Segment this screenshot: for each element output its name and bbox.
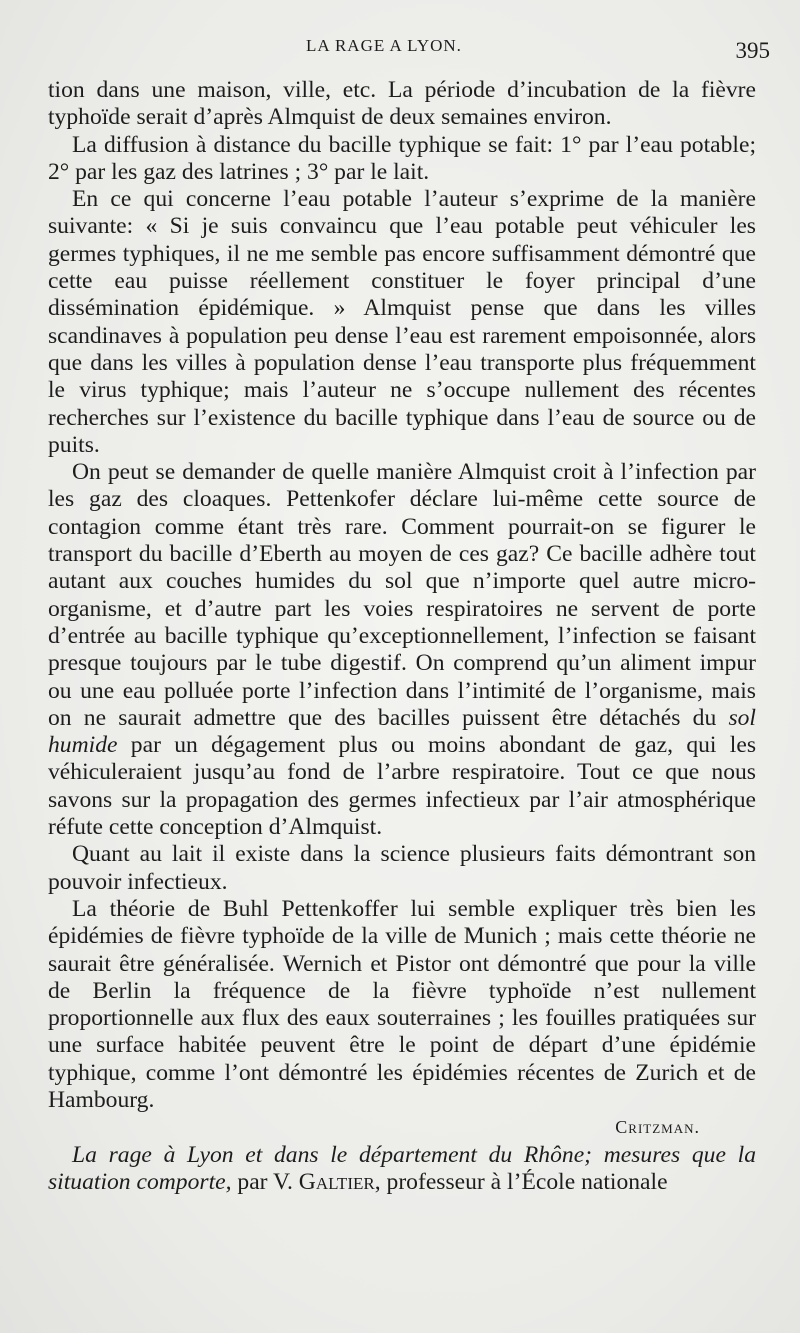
- biblio-rest: , professeur à l’École nationale: [374, 1168, 668, 1195]
- paragraph-cloaques: [48, 459, 756, 841]
- bibliography-entry: [48, 1142, 756, 1197]
- biblio-author: Galtier: [298, 1168, 375, 1195]
- italic-sol-humide: sol humide: [48, 704, 756, 759]
- paragraph-cloaques-continuation: par un dégagement plus ou moins abondant de gaz, qui les véhiculeraient jusqu’au fond de l’arbre respiratoire. Tout ce que nous savons sur la propagation des germes infectieux par l’air atmosphérique réfute cette conception d’Almquist.: [48, 732, 757, 841]
- biblio-title: La rage à Lyon et dans le département du Rhône; mesures que la situation comporte,: [48, 1141, 756, 1195]
- paragraph-theorie: La théorie de Buhl Pettenkoffer lui semble expliquer très bien les épidémies de fièvre typhoïde de la ville de Munich ; mais cette théorie ne saurait être généralisée. Wernich et Pistor ont démontré que pour la ville de Berlin la fréquence de la fièvre typhoïde n’est nullement proportionnelle aux flux des eaux souterraines ; les fouilles pratiquées sur une surface habitée peuvent être le point de départ d’une épidémie typhique, comme l’ont démontré les épidémies récentes de Zurich et de Hambourg.: [48, 895, 756, 1113]
- paragraph-diffusion: La diffusion à distance du bacille typhique se fait: 1° par l’eau potable; 2° par les gaz des latrines ; 3° par le lait.: [48, 131, 756, 185]
- author-signature: Critzman.: [615, 1117, 700, 1138]
- paragraph-lait: Quant au lait il existe dans la science plusieurs faits démontrant son pouvoir infectieux.: [48, 841, 756, 895]
- biblio-by: par V.: [231, 1168, 299, 1195]
- page-header: [0, 32, 800, 68]
- paragraph-continued: tion dans une maison, ville, etc. La période d’incubation de la fièvre typhoïde serait d’après Almquist de deux semaines environ.: [48, 77, 756, 131]
- paragraph-cloaques-text: On peut se demander de quelle manière Almquist croit à l’infection par les gaz des cloaques. Pettenkofer déclare lui-même cette source de contagion comme étant très rare. Comment pourrait-on se figurer le transport du bacille d’Eberth au moyen de ces gaz? Ce bacille adhère tout autant aux couches humides du sol que n’importe quel autre micro-organisme, et d’autre part les voies respiratoires ne servent de porte d’entrée au bacille typhique qu’exceptionnellement, l’infection se faisant presque toujours par le tube digestif. On comprend qu’un aliment impur ou une eau polluée porte l’infection dans l’intimité de l’organisme, mais on ne saurait admettre que des bacilles puissent être détachés du: [48, 459, 756, 731]
- running-title: LA RAGE A LYON.: [306, 36, 462, 55]
- page-number: 395: [735, 38, 770, 63]
- page-body: [48, 77, 756, 1196]
- paragraph-eau-potable: En ce qui concerne l’eau potable l’auteur s’exprime de la manière suivante: « Si je suis convaincu que l’eau potable peut véhiculer les germes typhiques, il ne me semble pas encore suffisamment démontré que cette eau puisse réellement constituer le foyer principal d’une dissémination épidémique. » Almquist pense que dans les villes scandinaves à population peu dense l’eau est rarement empoisonnée, alors que dans les villes à population dense l’eau transporte plus fréquemment le virus typhique; mais l’auteur ne s’occupe nullement des récentes recherches sur l’existence du bacille typhique dans l’eau de source ou de puits.: [48, 186, 756, 458]
